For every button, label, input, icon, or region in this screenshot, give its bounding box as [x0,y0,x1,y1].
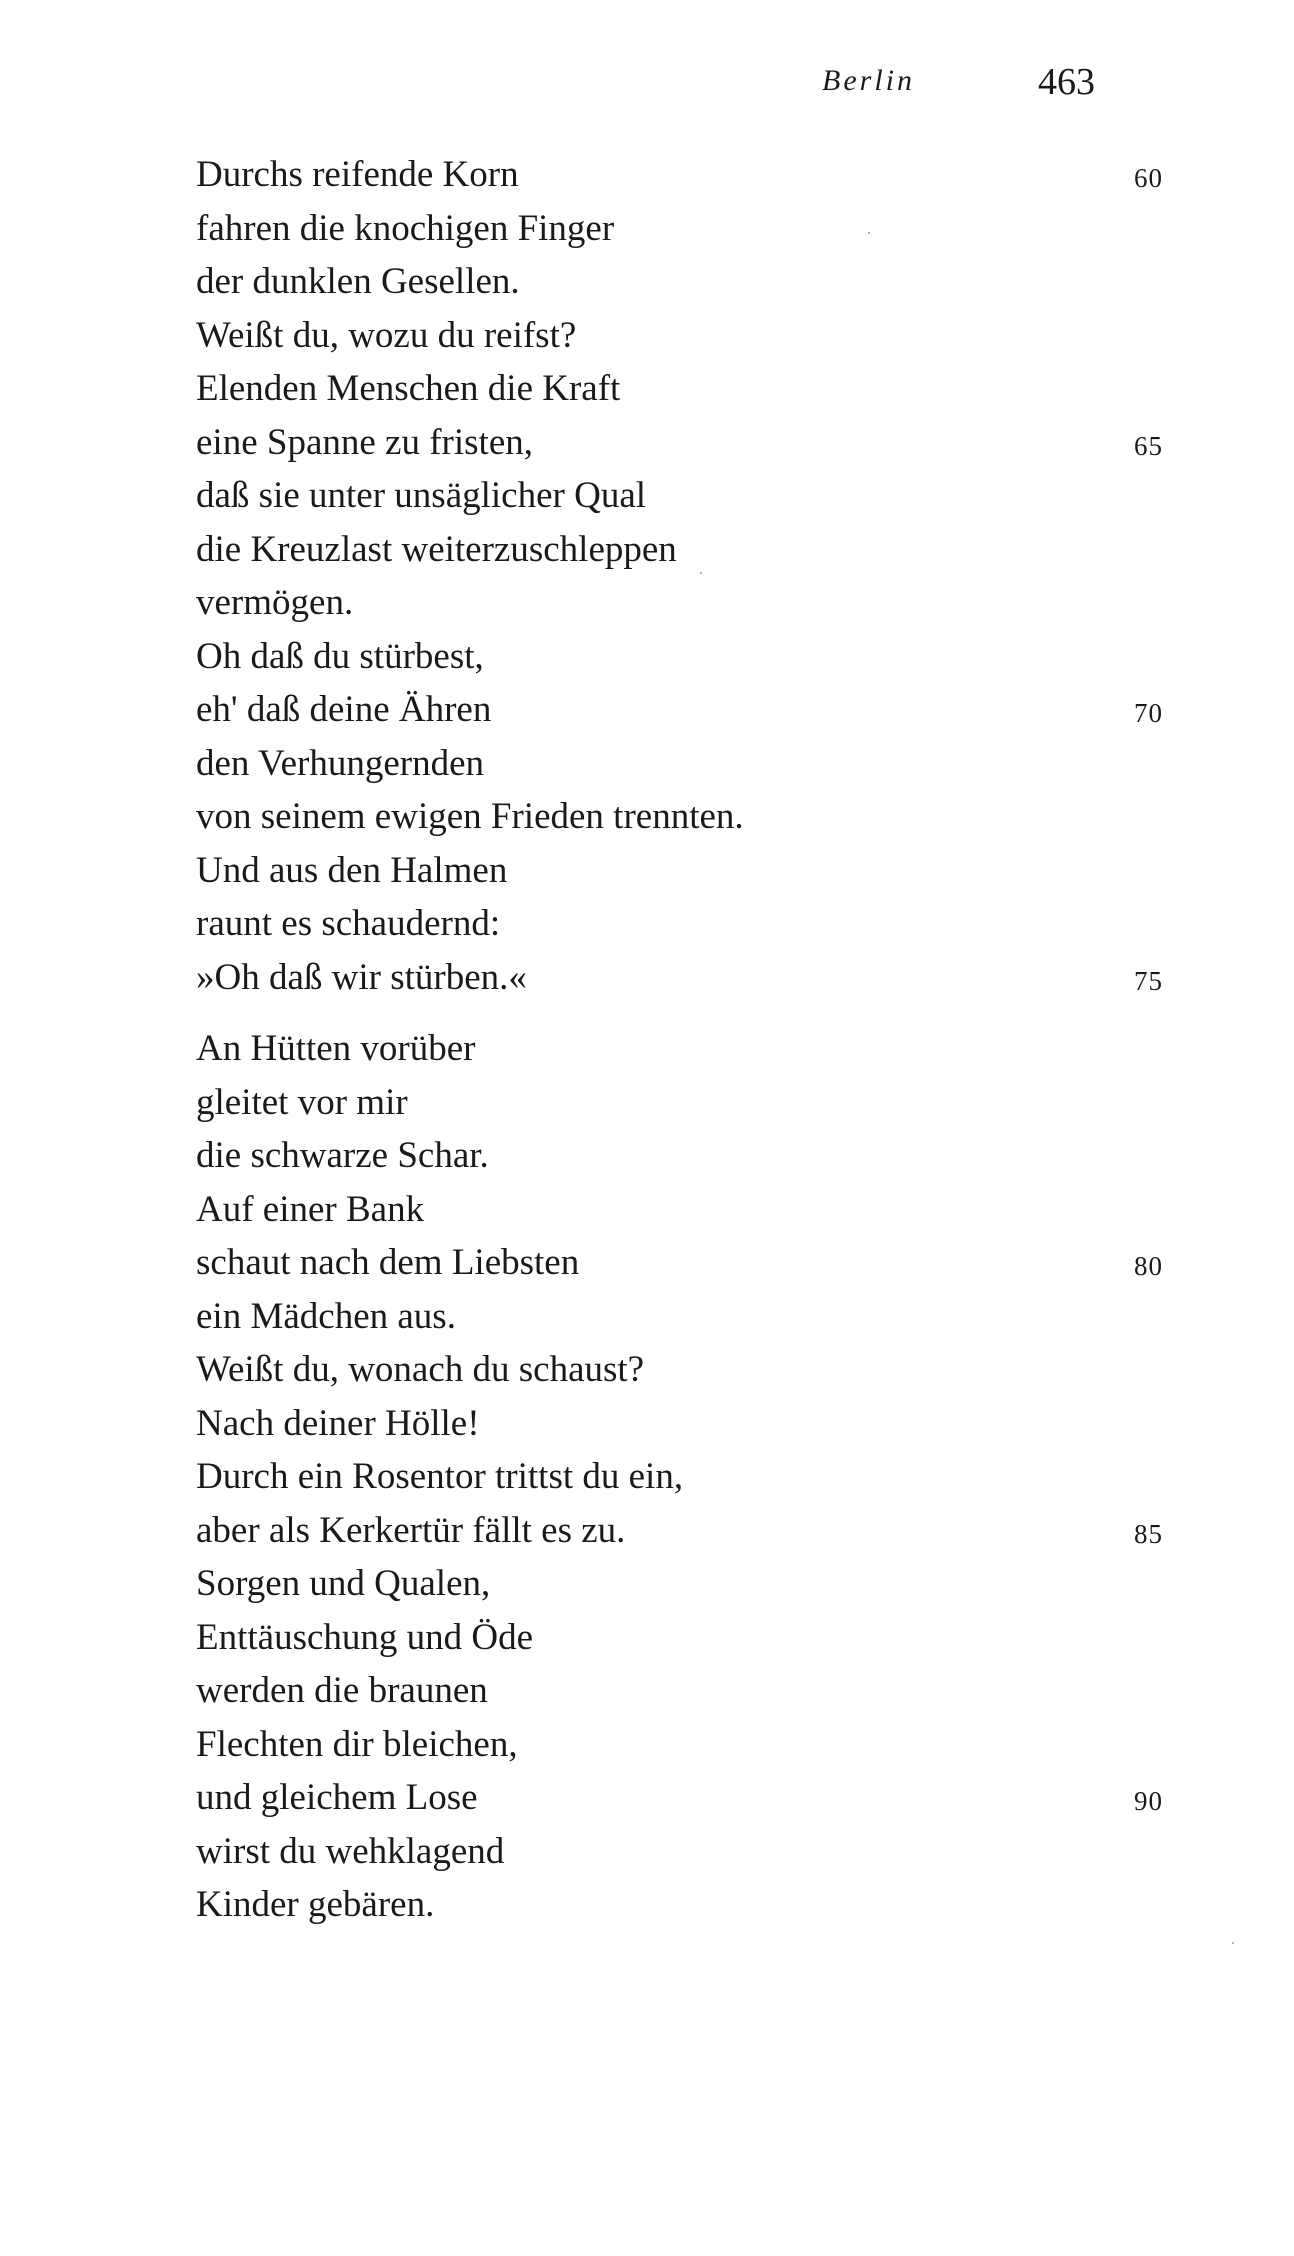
poem-line [196,1129,1176,1183]
poem-line-text: eine Spanne zu fristen, [196,421,533,463]
poem-line [196,790,1176,844]
poem-line-text: die schwarze Schar. [196,1135,489,1176]
poem-body [196,148,1176,1932]
poem-line [196,469,1176,523]
poem-line [196,1397,1176,1451]
poem-line-text: Weißt du, wozu du reifst? [196,314,577,356]
paper-speck [868,232,870,234]
line-number: 75 [1134,965,1163,996]
poem-line-text: und gleichem Lose [196,1777,478,1818]
poem-line-text: die Kreuzlast weiterzuschleppen [196,528,677,570]
poem-line [196,523,1176,577]
poem-line [196,1076,1176,1130]
poem-line-text: eh' daß deine Ähren [196,689,492,730]
poem-line [196,202,1176,256]
poem-line-text: Durchs reifende Korn [196,154,519,195]
poem-line-text: vermögen. [196,582,354,623]
poem-line-text: von seinem ewigen Frieden trennten. [196,796,744,837]
poem-line-text: Enttäuschung und Öde [196,1616,534,1658]
poem-line [196,255,1176,309]
poem-line [196,1450,1176,1504]
poem-line-text: daß sie unter unsäglicher Qual [196,475,647,516]
poem-line-text: ein Mädchen aus. [196,1295,456,1337]
poem-line-text: Sorgen und Qualen, [196,1563,491,1604]
poem-line [196,1664,1176,1718]
line-number: 70 [1134,698,1163,728]
stanza-gap [196,1004,1176,1022]
poem-line-text: Kinder gebären. [196,1884,435,1925]
poem-line [196,1022,1176,1076]
poem-line [196,1878,1176,1932]
poem-line [196,148,1176,202]
poem-line-text: Elenden Menschen die Kraft [196,368,621,409]
poem-line [196,1236,1176,1290]
poem-line [196,683,1176,737]
poem-line [196,951,1176,1005]
poem-line [196,737,1176,791]
poem-line-text: Und aus den Halmen [196,849,508,891]
poem-line-text: werden die braunen [196,1670,488,1711]
running-head-title: Berlin [822,64,915,97]
poem-line-text: Weißt du, wonach du schaust? [196,1349,645,1390]
poem-line [196,630,1176,684]
poem-line-text: »Oh daß wir stürben.« [196,956,527,998]
poem-line-text: fahren die knochigen Finger [196,207,615,249]
poem-line-text: Oh daß du stürbest, [196,635,484,677]
poem-line [196,844,1176,898]
poem-line [196,1611,1176,1665]
poem-line-text: Flechten dir bleichen, [196,1723,518,1765]
poem-line-text: Durch ein Rosentor trittst du ein, [196,1456,684,1497]
poem-line [196,1771,1176,1825]
line-number: 65 [1134,430,1163,461]
poem-line [196,1504,1176,1558]
poem-line-text: Auf einer Bank [196,1188,425,1230]
poem-line-text: wirst du wehklagend [196,1830,505,1872]
poem-line [196,416,1176,470]
poem-line-text: raunt es schaudernd: [196,903,501,944]
page-number: 463 [1038,61,1095,103]
line-number: 60 [1134,163,1163,193]
line-number: 85 [1134,1518,1163,1549]
poem-line-text: An Hütten vorüber [196,1028,476,1069]
stanza [196,1022,1176,1932]
poem-line [196,309,1176,363]
poem-line-text: aber als Kerkertür fällt es zu. [196,1509,626,1551]
poem-line [196,897,1176,951]
line-number: 90 [1134,1786,1163,1816]
poem-line [196,1290,1176,1344]
poem-line-text: den Verhungernden [196,742,485,784]
poem-line-text: Nach deiner Hölle! [196,1402,480,1444]
line-number: 80 [1134,1251,1163,1281]
paper-speck [700,572,702,574]
paper-speck [1232,1942,1234,1944]
poem-line [196,1343,1176,1397]
poem-line [196,1557,1176,1611]
poem-line [196,362,1176,416]
poem-line [196,1825,1176,1879]
poem-line-text: schaut nach dem Liebsten [196,1242,580,1283]
stanza [196,148,1176,1004]
poem-line-text: gleitet vor mir [196,1081,408,1123]
poem-line [196,576,1176,630]
poem-line [196,1718,1176,1772]
poem-line [196,1183,1176,1237]
poem-line-text: der dunklen Gesellen. [196,261,520,302]
